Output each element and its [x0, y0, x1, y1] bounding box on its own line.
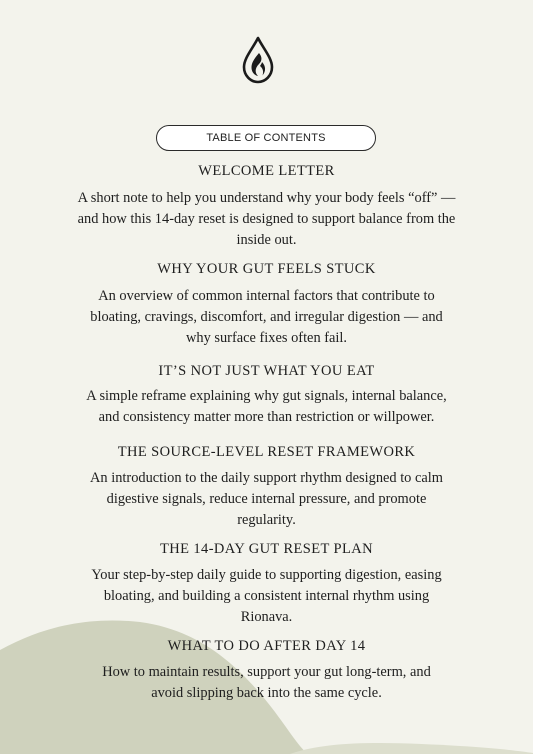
section-heading: IT’S NOT JUST WHAT YOU EAT [158, 363, 375, 379]
section-heading: WELCOME LETTER [198, 163, 335, 179]
toc-section-14-day-plan [0, 541, 533, 628]
toc-section-reset-framework [0, 444, 533, 531]
section-description: A short note to help you understand why your body feels “off” — and how this 14-day reset is designed to support balance from the inside out. [77, 190, 456, 248]
toc-section-not-just-what-you-eat [0, 363, 533, 428]
section-heading: WHY YOUR GUT FEELS STUCK [157, 261, 376, 277]
toc-section-why-gut-feels-stuck [0, 261, 533, 349]
toc-section-after-day-14 [0, 638, 533, 704]
section-description: Your step-by-step daily guide to supporting digestion, easing bloating, and building a consistent internal rhythm using Rionava. [91, 567, 442, 625]
section-description: An overview of common internal factors that contribute to bloating, cravings, discomfort, and irregular digestion — and why surface fixes often fail. [90, 288, 443, 346]
section-description: A simple reframe explaining why gut signals, internal balance, and consistency matter more than restriction or willpower. [86, 388, 447, 425]
section-description: How to maintain results, support your gut long-term, and avoid slipping back into the same cycle. [102, 664, 431, 701]
section-description: An introduction to the daily support rhythm designed to calm digestive signals, reduce internal pressure, and promote regularity. [90, 470, 443, 528]
section-heading: THE 14-DAY GUT RESET PLAN [159, 541, 373, 557]
toc-section-welcome-letter [0, 163, 533, 251]
section-heading: WHAT TO DO AFTER DAY 14 [167, 638, 366, 654]
section-heading: THE SOURCE-LEVEL RESET FRAMEWORK [117, 444, 416, 460]
water-drop-flame-icon [241, 36, 275, 84]
table-of-contents-label: TABLE OF CONTENTS [156, 125, 376, 151]
